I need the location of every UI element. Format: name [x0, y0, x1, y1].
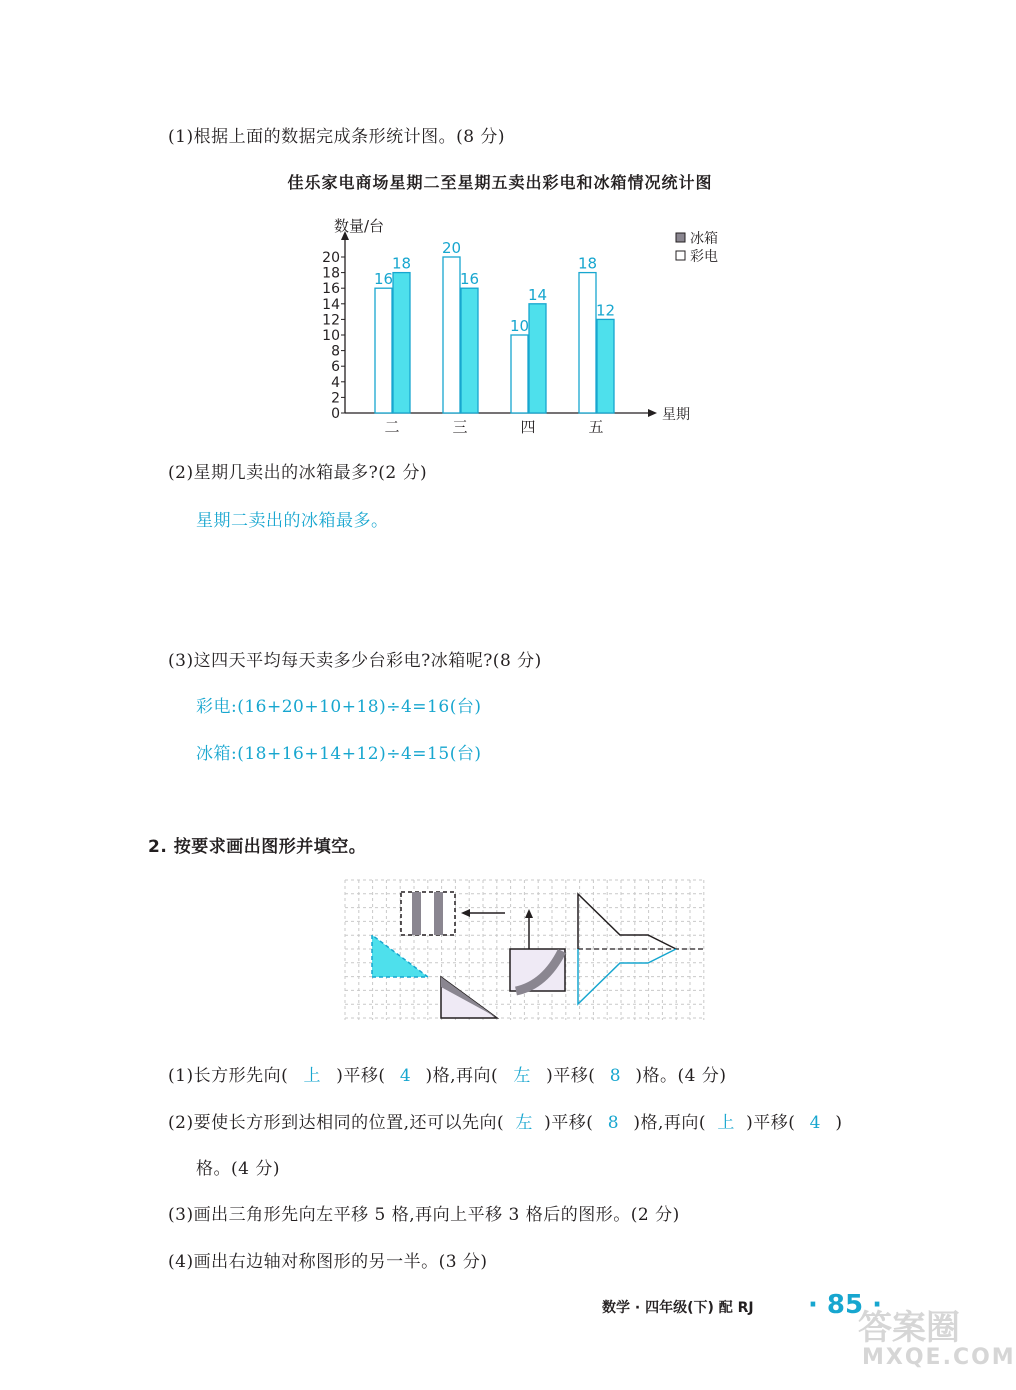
y-tick-label: 14: [322, 296, 340, 313]
question-1-part-1: (1)根据上面的数据完成条形统计图。(8 分): [168, 127, 506, 147]
question-2-part-2: [168, 1108, 842, 1133]
bar-label-fridge: 14: [527, 285, 548, 304]
q2-1-blank-1: 上: [303, 1066, 321, 1086]
grid-figure: [340, 875, 710, 1025]
q2-2-blank-2: 8: [607, 1113, 620, 1133]
q2-2-blank-1: 左: [515, 1113, 533, 1133]
page-number: · 85 ·: [808, 1290, 883, 1320]
bar-label-fridge: 12: [595, 301, 616, 320]
question-2-title: 2. 按要求画出图形并填空。: [148, 837, 367, 857]
y-tick-label: 2: [331, 390, 340, 407]
q2-2-text-f: ): [835, 1113, 843, 1133]
y-tick-label: 18: [322, 265, 340, 282]
bar-tv: [375, 288, 392, 413]
bar-tv: [579, 273, 596, 413]
x-axis-label: 星期: [662, 407, 690, 423]
question-2-part-1: [168, 1061, 727, 1086]
bar-label-tv: 16: [373, 270, 394, 289]
y-tick-label: 16: [322, 281, 340, 298]
x-tick-label: 五: [588, 418, 604, 436]
bar-fridge: [461, 288, 478, 413]
y-axis-label: 数量/台: [334, 217, 385, 235]
question-1-part-3: (3)这四天平均每天卖多少台彩电?冰箱呢?(8 分): [168, 651, 542, 671]
bar-fridge: [529, 304, 546, 413]
y-tick-label: 8: [331, 343, 340, 360]
bar-chart: [0, 200, 1000, 460]
answer-1-part-2: 星期二卖出的冰箱最多。: [196, 511, 389, 531]
question-2-part-4: (4)画出右边轴对称图形的另一半。(3 分): [168, 1252, 488, 1272]
answer-1-part-3-tv: 彩电:(16+20+10+18)÷4=16(台): [196, 697, 482, 717]
bar-label-tv: 18: [577, 254, 598, 273]
legend-label-fridge: 冰箱: [690, 231, 718, 247]
watermark-url: MXQE.COM: [862, 1345, 1016, 1370]
legend-label-tv: 彩电: [690, 249, 718, 265]
answer-1-part-3-fridge: 冰箱:(18+16+14+12)÷4=15(台): [196, 744, 482, 764]
translated-rectangle-stripe-2: [434, 892, 443, 935]
translated-rectangle-stripe-1: [412, 892, 421, 935]
question-2-part-2-continued: 格。(4 分): [196, 1159, 280, 1179]
y-tick-label: 10: [322, 328, 340, 344]
y-tick-label: 12: [322, 312, 340, 329]
q2-2-text-a: (2)要使长方形到达相同的位置,还可以先向(: [168, 1113, 505, 1133]
q2-1-text-f: )格。(4 分): [635, 1066, 727, 1086]
bar-label-tv: 20: [441, 239, 462, 257]
arrow-up-head: [525, 909, 533, 918]
question-1-part-2: (2)星期几卖出的冰箱最多?(2 分): [168, 463, 428, 483]
x-tick-label: 三: [452, 418, 468, 436]
q2-1-blank-3: 左: [513, 1066, 531, 1086]
legend-swatch-tv: [676, 251, 685, 260]
chart-title: 佳乐家电商场星期二至星期五卖出彩电和冰箱情况统计图: [287, 173, 713, 192]
y-tick-label: 20: [322, 250, 340, 266]
q2-2-text-c: )平移(: [544, 1113, 594, 1133]
x-axis-arrow: [648, 409, 657, 417]
q2-2-text-e: )平移(: [746, 1113, 796, 1133]
y-tick-label: 0: [331, 406, 340, 422]
q2-1-text-d: )格,再向(: [425, 1066, 499, 1086]
bar-fridge: [393, 273, 410, 413]
bar-tv: [443, 257, 460, 413]
q2-1-text-a: (1)长方形先向(: [168, 1066, 289, 1086]
q2-2-blank-3: 上: [717, 1113, 735, 1133]
q2-1-blank-2: 4: [399, 1066, 412, 1086]
y-tick-label: 4: [331, 374, 340, 391]
y-tick-label: 6: [331, 359, 340, 376]
bar-label-tv: 10: [509, 317, 530, 335]
watermark: 答案圈: [858, 1308, 960, 1348]
bar-fridge: [597, 319, 614, 413]
footer-subject: 数学 · 四年级(下) 配 RJ: [602, 1300, 754, 1316]
bar-label-fridge: 18: [391, 254, 412, 273]
x-tick-label: 四: [520, 418, 536, 436]
q2-2-blank-4: 4: [809, 1113, 821, 1133]
arrow-left-head: [461, 909, 470, 917]
bar-label-fridge: 16: [459, 270, 480, 289]
q2-1-blank-4: 8: [609, 1066, 622, 1086]
legend-swatch-fridge: [676, 233, 685, 242]
q2-1-text-c: )平移(: [336, 1066, 386, 1086]
bar-tv: [511, 335, 528, 413]
q2-1-text-e: )平移(: [546, 1066, 596, 1086]
x-tick-label: 二: [384, 418, 400, 436]
q2-2-text-d: )格,再向(: [633, 1113, 707, 1133]
translated-rectangle: [401, 892, 455, 935]
question-2-part-3: (3)画出三角形先向左平移 5 格,再向上平移 3 格后的图形。(2 分): [168, 1205, 680, 1225]
